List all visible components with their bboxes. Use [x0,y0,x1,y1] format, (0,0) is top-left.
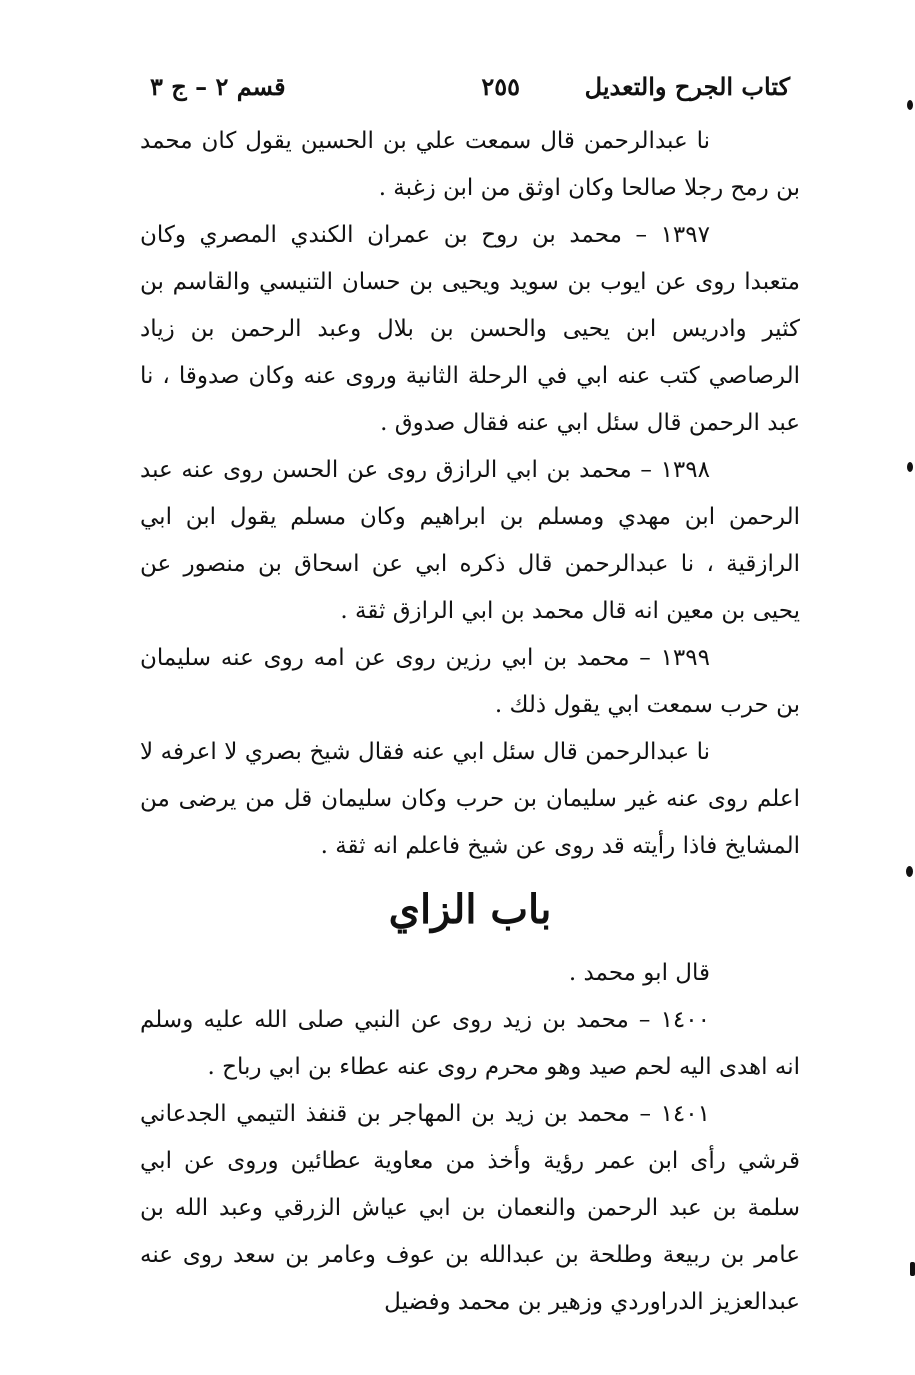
scan-mark [907,100,913,110]
chapter-heading: باب الزاي [388,886,552,933]
entry-1400: ١٤٠٠ – محمد بن زيد روى عن النبي صلى الله عليه وسلم انه اهدى اليه لحم صيد وهو محرم روى عنه عطاء بن ابي رباح . [140,1007,800,1080]
paragraph: قال ابو محمد . [568,960,710,986]
volume-reference: قسم ٢ – ج ٣ [150,72,286,101]
page-number: ٢٥٥ [481,72,520,101]
page-header [150,72,790,112]
entry-1399: ١٣٩٩ – محمد بن ابي رزين روى عن امه روى عنه سليمان بن حرب سمعت ابي يقول ذلك . [140,645,800,718]
entry-1397: ١٣٩٧ – محمد بن روح بن عمران الكندي المصري وكان متعبدا روى عن ايوب بن سويد ويحيى بن حسان التنيسي والقاسم بن كثير وادريس ابن يحيى والحسن بن بلال وعبد الرحمن بن زياد الرصاصي كتب عنه ابي في الرحلة الثانية وروى عنه وكان صدوقا ، نا عبد الرحمن قال سئل ابي عنه فقال صدوق . [140,222,800,436]
entry-1401: ١٤٠١ – محمد بن زيد بن المهاجر بن قنفذ التيمي الجدعاني قرشي رأى ابن عمر رؤية وأخذ من معاوية عطائين وروى عن ابي سلمة بن عبد الرحمن والنعمان بن ابي عياش الزرقي وعبد الله بن عامر بن ربيعة وطلحة بن عبدالله بن عوف وعامر بن سعد روى عنه عبدالعزيز الدراوردي وزهير بن محمد وفضيل [140,1101,800,1315]
entry-1398: ١٣٩٨ – محمد بن ابي الرازق روى عن الحسن روى عنه عبد الرحمن ابن مهدي ومسلم بن ابراهيم وكان مسلم يقول ابن ابي الرازقية ، نا عبدالرحمن قال ذكره ابي عن اسحاق بن منصور عن يحيى بن معين انه قال محمد بن ابي الرازق ثقة . [140,457,800,624]
book-title: كتاب الجرح والتعديل [584,72,790,101]
scan-mark [906,866,913,877]
body-text [140,118,800,1326]
scan-mark [907,462,913,472]
paragraph: نا عبدالرحمن قال سئل ابي عنه فقال شيخ بصري لا اعرفه لا اعلم روى عنه غير سليمان بن حرب وكان سليمان قل من يرضى من المشايخ فاذا رأيته قد روى عن شيخ فاعلم انه ثقة . [140,739,800,859]
paragraph: نا عبدالرحمن قال سمعت علي بن الحسين يقول كان محمد بن رمح رجلا صالحا وكان اوثق من ابن زغبة . [140,128,800,201]
scan-mark [910,1262,915,1276]
